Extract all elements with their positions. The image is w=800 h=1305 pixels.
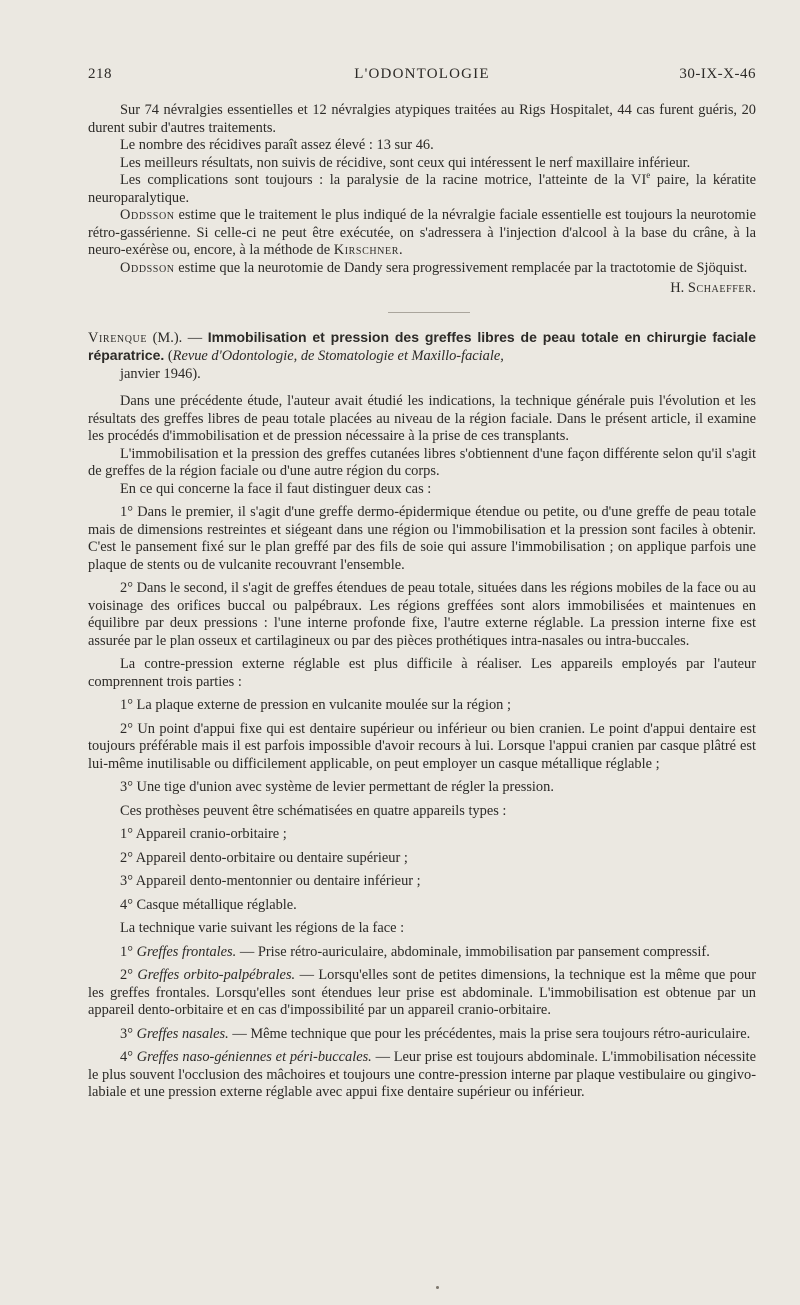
list-item: 2° Appareil dento-orbitaire ou dentaire supérieur ; [120, 849, 408, 866]
paragraph: 2° Un point d'appui fixe qui est dentaire supérieur ou inférieur ou bien cranien. Le point d'appui dentaire est toujours préférable mais il est parfois impossible d'avoir recours à lui. Lorsque l'appui cranien par casque plâtré est lui-même inutilisable ou difficilement applicable, on peut employer un casque métallique réglable ; [88, 720, 756, 772]
superscript: e [646, 170, 651, 181]
text-run: — Lorsqu'elles sont de petites dimensions, la technique est la même que pour les greffes frontales. Lorsqu'elles sont étendues leur prise est abdominale. L'immobilisation est obtenue par un appareil dento-orbitaire et en cas d'impossibilité par un appareil cranio-orbitaire. [88, 967, 756, 1018]
paragraph [88, 1026, 756, 1044]
running-header [88, 66, 756, 86]
paragraph: 1° La plaque externe de pression en vulcanite moulée sur la région ; [120, 697, 511, 713]
article-reference [88, 329, 756, 366]
issue-date: 30-IX-X-46 [679, 66, 756, 82]
paragraph: Le nombre des récidives paraît assez élevé : 13 sur 46. [120, 137, 434, 153]
subheading: Greffes naso-géniennes et péri-buccales. [136, 1049, 372, 1065]
text-run: 2° [120, 967, 138, 983]
reference-author: Virenque [88, 329, 148, 346]
signature-initial: H. [670, 280, 688, 296]
text-run: — Prise rétro-auriculaire, abdominale, immobilisation par pansement compressif. [236, 943, 710, 960]
paragraph: La contre-pression externe réglable est plus difficile à réaliser. Les appareils employés par l'auteur comprennent trois parties : [88, 656, 756, 690]
subheading: Greffes nasales. [136, 1025, 229, 1042]
list-item: 1° Appareil cranio-orbitaire ; [120, 826, 287, 842]
paragraph: 2° Dans le second, il s'agit de greffes étendues de peau totale, situées dans les régions mobiles de la face ou au voisinage des orifices buccal ou palpébraux. Les régions greffées sont alors immobilisées et maintenues en équilibre par deux pressions : l'une interne profonde fixe, l'autre externe réglable. La pression interne fixe est assurée par le plan osseux et cartilagineux ou par des pièces prothétiques intra-nasales ou intra-buccales. [88, 580, 756, 649]
reference-date: janvier 1946). [120, 365, 201, 382]
subheading: Greffes frontales. [136, 943, 237, 960]
paragraph: L'immobilisation et la pression des greffes cutanées libres s'obtiennent d'une façon différente selon qu'il s'agit de greffes de la région faciale ou d'une autre région du corps. [88, 445, 756, 479]
reference-initial: (M.). — [147, 329, 208, 346]
list-item: 4° Casque métallique réglable. [120, 896, 297, 913]
paragraph [88, 967, 756, 1020]
text-run: estime que le traitement le plus indiqué de la névralgie faciale essentielle est toujours la neurotomie rétro-gassérienne. Si celle-ci ne peut être exécutée, on s'adressera à l'injection d'alcool à la base du crâne, à la neuro-exérèse ou, encore, à la méthode de [88, 207, 756, 258]
author-name: Oddsson [120, 207, 175, 223]
page-number: 218 [88, 66, 112, 82]
text-run: 1° [120, 943, 137, 960]
text-run: Les complications sont toujours : la paralysie de la racine motrice, l'atteinte de la VI [120, 172, 647, 188]
text-run: estime que la neurotomie de Dandy sera progressivement remplacée par la tractotomie de Sjöquist. [174, 259, 748, 276]
paragraph: 3° Une tige d'union avec système de levier permettant de régler la pression. [120, 779, 554, 795]
paragraph: En ce qui concerne la face il faut distinguer deux cas : [120, 480, 432, 497]
paragraph: Sur 74 névralgies essentielles et 12 névralgies atypiques traitées au Rigs Hospitalet, 44 cas furent guéris, 20 durent subir d'autres traitements. [88, 102, 756, 136]
signature [88, 280, 756, 298]
paragraph: La technique varie suivant les régions de la face : [120, 920, 405, 936]
reference-title: Immobilisation et pression des greffes libres de peau totale en chirurgie faciale réparatrice. [88, 328, 756, 363]
signature-name: Schaeffer [687, 280, 753, 296]
text-run: — Même technique que pour les précédentes, mais la prise sera toujours rétro-auriculaire. [228, 1025, 751, 1042]
article-body [88, 102, 756, 1102]
section-divider [388, 312, 470, 313]
text-run: 4° [120, 1049, 137, 1065]
author-name: Kirschner [333, 242, 399, 258]
paragraph: Dans une précédente étude, l'auteur avait étudié les indications, la technique générale puis l'évolution et les résultats des greffes libres de peau totale placées au niveau de la région faciale. Dans le présent article, il examine les procédés d'immobilisation et de pression nécessaire à la prise de ces transplants. [88, 393, 756, 444]
reference-paren: ( [164, 348, 173, 364]
text-run: . [398, 242, 403, 258]
paragraph [88, 1049, 756, 1102]
text-run: — Leur prise est toujours abdominale. L'immobilisation nécessite le plus souvent l'occlusion des mâchoires et toujours une contre-pression interne par plaque vestibulaire ou gingivo-labiale et une pression externe réglable avec appui fixe dentaire supérieur ou inférieur. [88, 1049, 756, 1100]
ink-speck [436, 1286, 439, 1289]
reference-source: Revue d'Odontologie, de Stomatologie et Maxillo-faciale, [172, 348, 504, 364]
list-item: 3° Appareil dento-mentonnier ou dentaire inférieur ; [120, 873, 421, 889]
paragraph: 1° Dans le premier, il s'agit d'une greffe dermo-épidermique étendue ou petite, ou d'une greffe de peau totale mais de dimensions restreintes et siégeant dans une région ou l'immobilisation et la pression sont faciles à obtenir. C'est le pansement fixé sur le plan greffé par des fils de soie qui assure l'immobilisation ; on applique parfois une plaque de stents ou de vulcanite recouvrant l'ensemble. [88, 504, 756, 573]
subheading: Greffes orbito-palpébrales. [137, 967, 296, 983]
text-run: 3° [120, 1025, 137, 1042]
paragraph [88, 944, 756, 962]
paragraph [88, 207, 756, 260]
paragraph: Ces prothèses peuvent être schématisées en quatre appareils types : [120, 802, 507, 819]
text-run: paire, la kératite neuroparalytique. [88, 172, 756, 206]
paragraph: Les meilleurs résultats, non suivis de récidive, sont ceux qui intéressent le nerf maxillaire inférieur. [120, 154, 691, 171]
paragraph [88, 260, 756, 278]
journal-title: L'ODONTOLOGIE [354, 66, 490, 82]
paragraph [88, 172, 756, 207]
author-name: Oddsson [120, 259, 175, 276]
signature-end: . [752, 280, 756, 296]
